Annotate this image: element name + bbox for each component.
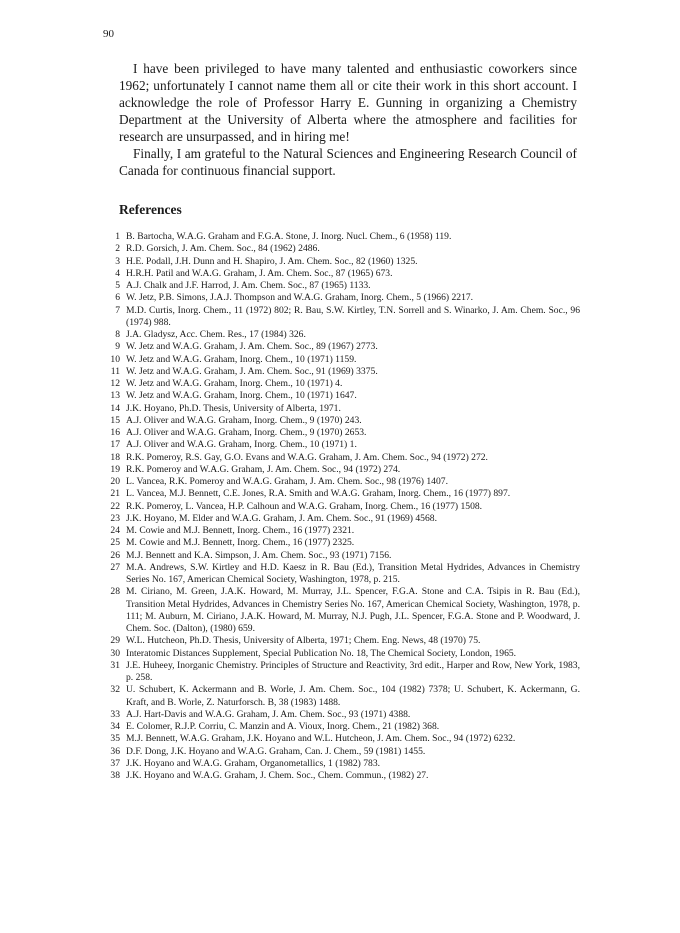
reference-text: W.L. Hutcheon, Ph.D. Thesis, University of Alberta, 1971; Chem. Eng. News, 48 (1970) 75. bbox=[126, 635, 481, 647]
reference-number: 13 bbox=[110, 390, 120, 402]
reference-item bbox=[104, 403, 580, 415]
reference-text: J.A. Gladysz, Acc. Chem. Res., 17 (1984) 326. bbox=[126, 329, 306, 340]
reference-text: J.K. Hoyano, M. Elder and W.A.G. Graham, J. Am. Chem. Soc., 91 (1969) 4568. bbox=[126, 512, 437, 524]
reference-number: 8 bbox=[115, 329, 120, 340]
reference-text: M.D. Curtis, Inorg. Chem., 11 (1972) 802; R. Bau, S.W. Kirtley, T.N. Sorrell and S. Winarko, J. Am. Chem. Soc., 96 (1974) 988. bbox=[126, 304, 580, 328]
reference-text: J.E. Huheey, Inorganic Chemistry. Principles of Structure and Reactivity, 3rd edit., Harper and Row, New York, 1983, p. 258. bbox=[126, 659, 580, 683]
reference-number: 18 bbox=[110, 451, 120, 463]
reference-number: 10 bbox=[110, 353, 120, 365]
reference-text: U. Schubert, K. Ackermann and B. Worle, J. Am. Chem. Soc., 104 (1982) 7378; U. Schubert, K. Ackermann, G. Kraft, and B. Worle, Z. Naturforsch. B, 38 (1983) 1488. bbox=[126, 684, 580, 708]
reference-item bbox=[104, 427, 580, 439]
reference-text: A.J. Oliver and W.A.G. Graham, Inorg. Chem., 10 (1971) 1. bbox=[126, 439, 357, 451]
reference-item bbox=[104, 231, 580, 243]
reference-item bbox=[104, 268, 580, 280]
reference-number: 15 bbox=[110, 414, 120, 426]
reference-item bbox=[104, 746, 580, 758]
reference-number: 3 bbox=[115, 255, 120, 267]
reference-item bbox=[104, 537, 580, 549]
reference-number: 22 bbox=[110, 500, 120, 512]
references-heading: References bbox=[119, 202, 182, 217]
reference-item bbox=[104, 329, 580, 341]
funding-paragraph: Finally, I am grateful to the Natural Sciences and Engineering Research Council of Canada for continuous financial support. bbox=[119, 146, 577, 178]
reference-item bbox=[104, 390, 580, 402]
reference-item bbox=[104, 366, 580, 378]
reference-text: M.J. Bennett and K.A. Simpson, J. Am. Chem. Soc., 93 (1971) 7156. bbox=[126, 549, 392, 561]
reference-number: 20 bbox=[110, 476, 120, 487]
reference-item bbox=[104, 243, 580, 255]
reference-number: 27 bbox=[110, 561, 120, 573]
reference-item bbox=[104, 648, 580, 660]
reference-item bbox=[104, 464, 580, 476]
reference-text: W. Jetz and W.A.G. Graham, Inorg. Chem., 10 (1971) 4. bbox=[126, 378, 343, 389]
page-number: 90 bbox=[103, 28, 114, 40]
references-list bbox=[104, 231, 580, 782]
reference-number: 24 bbox=[110, 525, 120, 536]
reference-item bbox=[104, 476, 580, 488]
reference-text: M.A. Andrews, S.W. Kirtley and H.D. Kaesz in R. Bau (Ed.), Transition Metal Hydrides, Advances in Chemistry Series No. 167, American Chemical Society, Washington, 1978, p. 215. bbox=[126, 561, 580, 585]
reference-text: A.J. Oliver and W.A.G. Graham, Inorg. Chem., 9 (1970) 2653. bbox=[126, 427, 367, 438]
reference-item bbox=[104, 758, 580, 770]
acknowledgements-section bbox=[119, 60, 577, 179]
reference-number: 17 bbox=[110, 439, 120, 451]
reference-number: 37 bbox=[110, 757, 120, 769]
reference-text: W. Jetz and W.A.G. Graham, J. Am. Chem. Soc., 89 (1967) 2773. bbox=[126, 341, 378, 353]
acknowledgement-paragraph: I have been privileged to have many talented and enthusiastic coworkers since 1962; unfortunately I cannot name them all or cite their work in this short account. I acknowledge the role of Professor Harry E. Gunning in organizing a Chemistry Department at the University of Alberta where the atmosphere and facilities for research are unsurpassed, and in hiring me! bbox=[119, 61, 577, 144]
reference-number: 5 bbox=[115, 280, 120, 291]
reference-text: R.K. Pomeroy and W.A.G. Graham, J. Am. Chem. Soc., 94 (1972) 274. bbox=[126, 463, 401, 475]
reference-item bbox=[104, 550, 580, 562]
reference-item bbox=[104, 562, 580, 587]
reference-text: B. Bartocha, W.A.G. Graham and F.G.A. Stone, J. Inorg. Nucl. Chem., 6 (1958) 119. bbox=[126, 231, 452, 242]
reference-number: 35 bbox=[110, 733, 120, 745]
reference-number: 33 bbox=[110, 708, 120, 720]
reference-number: 38 bbox=[110, 770, 120, 781]
reference-number: 16 bbox=[110, 427, 120, 438]
reference-text: M. Cowie and M.J. Bennett, Inorg. Chem., 16 (1977) 2325. bbox=[126, 537, 355, 549]
reference-item bbox=[104, 341, 580, 353]
reference-text: J.K. Hoyano and W.A.G. Graham, J. Chem. Soc., Chem. Commun., (1982) 27. bbox=[126, 770, 429, 781]
reference-text: A.J. Hart-Davis and W.A.G. Graham, J. Am. Chem. Soc., 93 (1971) 4388. bbox=[126, 708, 411, 720]
reference-text: R.K. Pomeroy, R.S. Gay, G.O. Evans and W.A.G. Graham, J. Am. Chem. Soc., 94 (1972) 272. bbox=[126, 451, 488, 463]
reference-number: 1 bbox=[115, 231, 120, 242]
reference-item bbox=[104, 378, 580, 390]
reference-number: 34 bbox=[110, 721, 120, 732]
reference-item bbox=[104, 635, 580, 647]
reference-item bbox=[104, 452, 580, 464]
reference-item bbox=[104, 415, 580, 427]
reference-number: 21 bbox=[110, 488, 120, 500]
reference-text: L. Vancea, R.K. Pomeroy and W.A.G. Graham, J. Am. Chem. Soc., 98 (1976) 1407. bbox=[126, 476, 448, 487]
reference-number: 30 bbox=[110, 647, 120, 659]
reference-item bbox=[104, 501, 580, 513]
reference-number: 23 bbox=[110, 512, 120, 524]
reference-item bbox=[104, 513, 580, 525]
reference-number: 25 bbox=[110, 537, 120, 549]
reference-text: M. Ciriano, M. Green, J.A.K. Howard, M. Murray, J.L. Spencer, F.G.A. Stone and C.A. Tsipis in R. Bau (Ed.), Transition Metal Hydrides, Advances in Chemistry Series No. 167, American Chemical Society, Washington, 1978, p. 111; M. Auburn, M. Ciriano, J.A.K. Howard, M. Murray, N.J. Pugh, J.L. Spencer, F.G.A. Stone and P. Woodward, J. Chem. Soc. (Dalton), (1980) 659. bbox=[126, 586, 580, 634]
reference-number: 9 bbox=[115, 341, 120, 353]
reference-text: M. Cowie and M.J. Bennett, Inorg. Chem., 16 (1977) 2321. bbox=[126, 525, 355, 536]
reference-number: 19 bbox=[110, 463, 120, 475]
reference-item bbox=[104, 488, 580, 500]
reference-text: A.J. Chalk and J.F. Harrod, J. Am. Chem. Soc., 87 (1965) 1133. bbox=[126, 280, 371, 291]
reference-item bbox=[104, 586, 580, 635]
reference-item bbox=[104, 439, 580, 451]
reference-item bbox=[104, 684, 580, 709]
reference-number: 11 bbox=[110, 365, 120, 377]
reference-text: J.K. Hoyano, Ph.D. Thesis, University of Alberta, 1971. bbox=[126, 402, 341, 414]
reference-number: 26 bbox=[110, 549, 120, 561]
reference-item bbox=[104, 525, 580, 537]
reference-item bbox=[104, 354, 580, 366]
reference-text: A.J. Oliver and W.A.G. Graham, Inorg. Chem., 9 (1970) 243. bbox=[126, 414, 362, 426]
reference-number: 28 bbox=[110, 586, 120, 598]
reference-item bbox=[104, 660, 580, 685]
reference-number: 12 bbox=[110, 378, 120, 389]
reference-item bbox=[104, 709, 580, 721]
reference-item bbox=[104, 305, 580, 330]
reference-text: J.K. Hoyano and W.A.G. Graham, Organometallics, 1 (1982) 783. bbox=[126, 757, 381, 769]
reference-text: M.J. Bennett, W.A.G. Graham, J.K. Hoyano and W.L. Hutcheon, J. Am. Chem. Soc., 94 (1972) 6232. bbox=[126, 733, 516, 745]
reference-number: 4 bbox=[115, 267, 120, 279]
reference-text: W. Jetz and W.A.G. Graham, J. Am. Chem. Soc., 91 (1969) 3375. bbox=[126, 365, 378, 377]
reference-text: Interatomic Distances Supplement, Special Publication No. 18, The Chemical Society, London, 1965. bbox=[126, 647, 517, 659]
reference-item bbox=[104, 292, 580, 304]
reference-text: R.K. Pomeroy, L. Vancea, H.P. Calhoun and W.A.G. Graham, Inorg. Chem., 16 (1977) 1508. bbox=[126, 500, 483, 512]
reference-number: 7 bbox=[115, 304, 120, 316]
reference-number: 14 bbox=[110, 402, 120, 414]
reference-number: 31 bbox=[110, 659, 120, 671]
reference-text: R.D. Gorsich, J. Am. Chem. Soc., 84 (1962) 2486. bbox=[126, 243, 320, 255]
reference-item bbox=[104, 770, 580, 782]
reference-number: 29 bbox=[110, 635, 120, 647]
reference-text: D.F. Dong, J.K. Hoyano and W.A.G. Graham, Can. J. Chem., 59 (1981) 1455. bbox=[126, 745, 426, 757]
reference-number: 2 bbox=[115, 243, 120, 255]
reference-text: H.R.H. Patil and W.A.G. Graham, J. Am. Chem. Soc., 87 (1965) 673. bbox=[126, 267, 393, 279]
reference-text: L. Vancea, M.J. Bennett, C.E. Jones, R.A. Smith and W.A.G. Graham, Inorg. Chem., 16 (1977) 897. bbox=[126, 488, 511, 500]
reference-text: E. Colomer, R.J.P. Corriu, C. Manzin and A. Vioux, Inorg. Chem., 21 (1982) 368. bbox=[126, 721, 440, 732]
reference-text: W. Jetz and W.A.G. Graham, Inorg. Chem., 10 (1971) 1647. bbox=[126, 390, 357, 402]
reference-item bbox=[104, 256, 580, 268]
reference-text: W. Jetz and W.A.G. Graham, Inorg. Chem., 10 (1971) 1159. bbox=[126, 353, 357, 365]
reference-item bbox=[104, 280, 580, 292]
reference-text: W. Jetz, P.B. Simons, J.A.J. Thompson and W.A.G. Graham, Inorg. Chem., 5 (1966) 2217. bbox=[126, 292, 474, 304]
reference-item bbox=[104, 733, 580, 745]
reference-number: 36 bbox=[110, 745, 120, 757]
reference-text: H.E. Podall, J.H. Dunn and H. Shapiro, J. Am. Chem. Soc., 82 (1960) 1325. bbox=[126, 255, 418, 267]
reference-number: 32 bbox=[110, 684, 120, 696]
reference-item bbox=[104, 721, 580, 733]
reference-number: 6 bbox=[115, 292, 120, 304]
